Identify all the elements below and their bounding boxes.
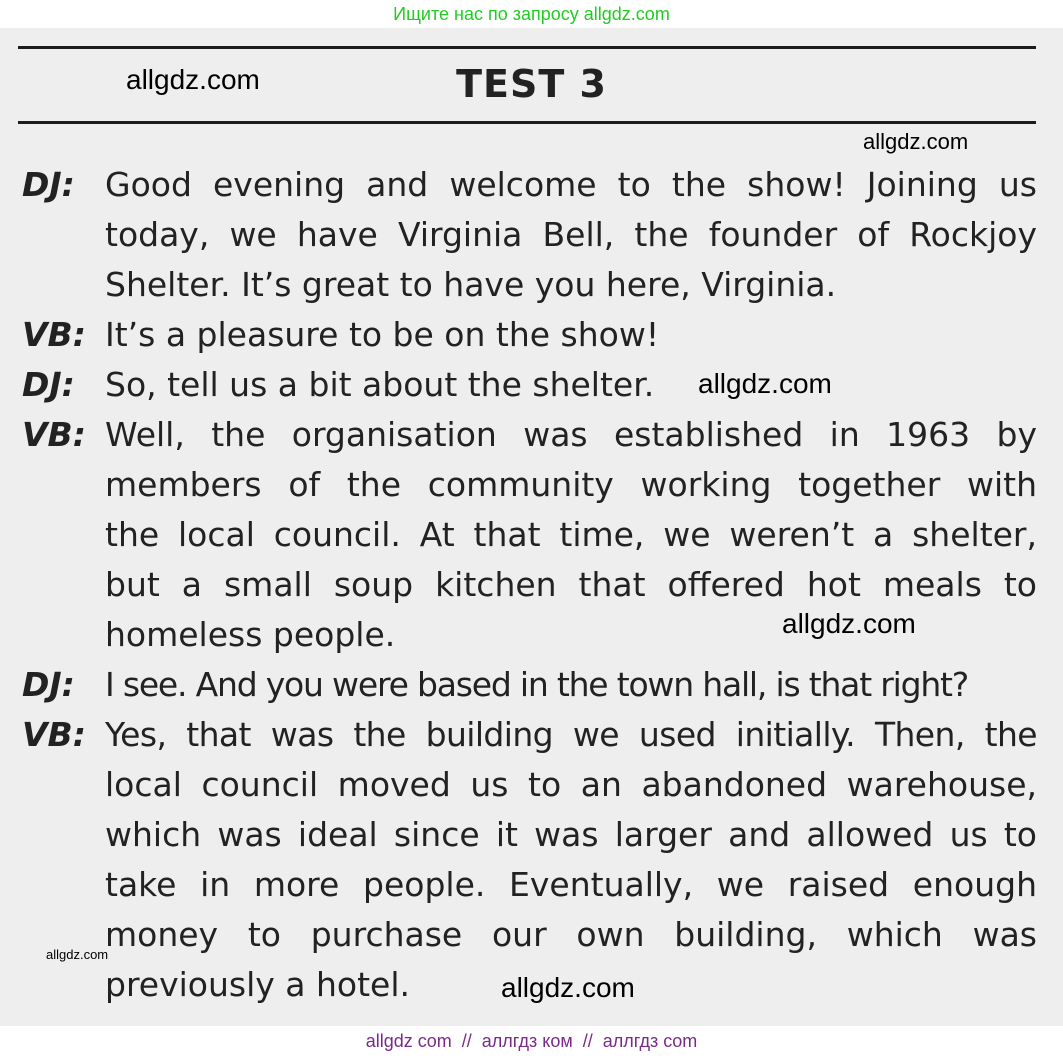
dialogue-line: today, we have Virginia Bell, the founder of Rockjoy xyxy=(105,215,1037,254)
watermark-text: allgdz.com xyxy=(501,972,635,1003)
dialogue-line: It’s a pleasure to be on the show! xyxy=(105,315,660,354)
speaker-label: VB: xyxy=(22,315,86,354)
speaker-label: DJ: xyxy=(22,365,75,404)
dialogue-line: the local council. At that time, we weren’t a shelter, xyxy=(105,515,1037,554)
watermark-text: allgdz.com xyxy=(126,64,260,95)
dialogue-line: members of the community working together with xyxy=(105,465,1037,504)
dialogue-line: previously a hotel. xyxy=(105,965,410,1004)
dialogue-line: Good evening and welcome to the show! Joining us xyxy=(105,165,1037,204)
watermark-text: allgdz.com xyxy=(698,368,832,399)
speaker-label: DJ: xyxy=(22,665,75,704)
dialogue-line: but a small soup kitchen that offered hot meals to xyxy=(105,565,1037,604)
dialogue-line: Shelter. It’s great to have you here, Virginia. xyxy=(105,265,837,304)
top-rule xyxy=(18,46,1036,49)
dialogue-line: take in more people. Eventually, we raised enough xyxy=(105,865,1037,904)
watermark-text: allgdz.com xyxy=(863,129,969,154)
dialogue-line: homeless people. xyxy=(105,615,396,654)
dialogue-line: I see. And you were based in the town hall, is that right? xyxy=(105,665,969,704)
speaker-label: VB: xyxy=(22,715,86,754)
speaker-label: VB: xyxy=(22,415,86,454)
top-banner-text: Ищите нас по запросу allgdz.com xyxy=(393,4,670,24)
dialogue-line: local council moved us to an abandoned warehouse, xyxy=(105,765,1037,804)
dialogue-line: Well, the organisation was established in 1963 by xyxy=(105,415,1037,454)
speaker-label: DJ: xyxy=(22,165,75,204)
watermark-text: allgdz.com xyxy=(46,947,109,962)
page-title: TEST 3 xyxy=(456,62,607,106)
dialogue-line: which was ideal since it was larger and allowed us to xyxy=(105,815,1037,854)
dialogue-line: So, tell us a bit about the shelter. xyxy=(105,365,655,404)
bottom-rule xyxy=(18,121,1036,124)
watermark-text: allgdz.com xyxy=(782,608,916,639)
footer-watermark: allgdz com // аллгдз ком // аллгдз com xyxy=(365,1031,698,1051)
dialogue-line: money to purchase our own building, which was xyxy=(105,915,1037,954)
dialogue-line: Yes, that was the building we used initially. Then, the xyxy=(105,715,1037,754)
